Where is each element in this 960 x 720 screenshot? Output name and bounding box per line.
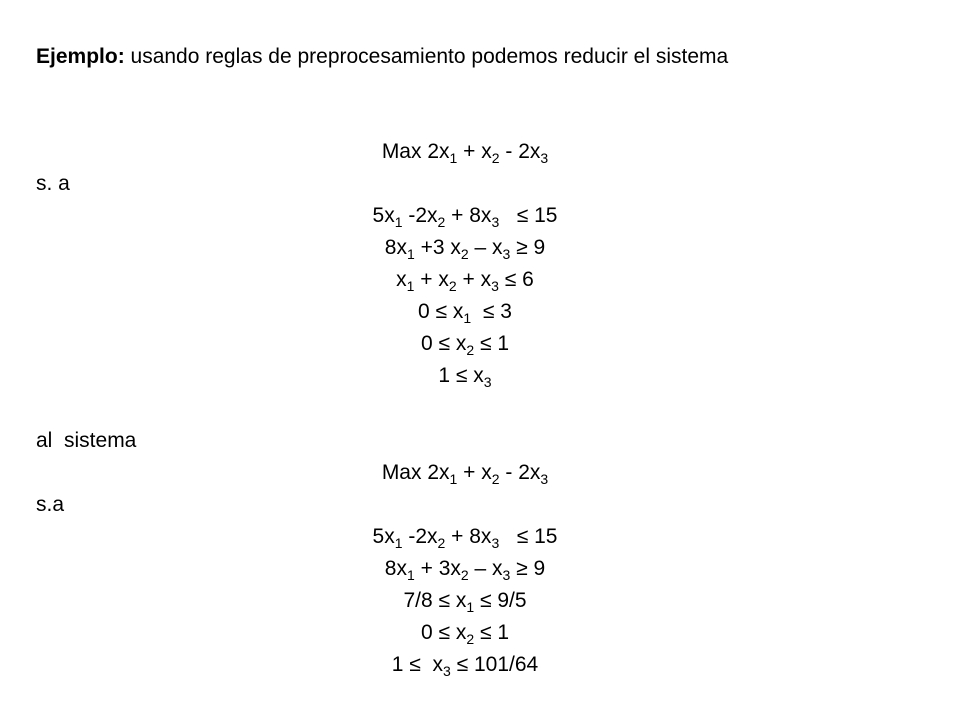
subscript-index: 3 bbox=[502, 567, 511, 583]
system1-constraint-1 bbox=[0, 204, 930, 228]
system1-constraint-2 bbox=[0, 236, 930, 260]
system2-constraint-2 bbox=[0, 557, 930, 581]
math-text: + x bbox=[414, 268, 449, 291]
subscript-index: 1 bbox=[394, 214, 403, 230]
math-text: 0 ≤ x bbox=[420, 621, 467, 644]
math-text: ≤ 1 bbox=[474, 332, 510, 355]
math-text: ≤ 15 bbox=[499, 204, 558, 227]
math-text: ≤ 15 bbox=[499, 525, 558, 548]
math-text: +3 x bbox=[414, 236, 461, 259]
subscript-index: 1 bbox=[463, 310, 472, 326]
math-text: 7/8 ≤ x bbox=[403, 589, 467, 612]
math-text: 5x bbox=[372, 525, 395, 548]
system2-sa-label: s.a bbox=[36, 493, 65, 516]
math-text: + x bbox=[457, 461, 492, 484]
subscript-index: 3 bbox=[502, 246, 511, 262]
math-text: Max 2x bbox=[381, 461, 450, 484]
transition-label: al sistema bbox=[36, 429, 137, 452]
system2-constraint-3 bbox=[0, 589, 930, 613]
subscript-index: 2 bbox=[437, 214, 446, 230]
math-text: – x bbox=[468, 557, 503, 580]
subscript-index: 2 bbox=[466, 631, 475, 647]
math-text: - 2x bbox=[499, 461, 541, 484]
subscript-index: 3 bbox=[491, 278, 499, 294]
math-text: + x bbox=[457, 140, 492, 163]
math-text: 0 ≤ x bbox=[418, 300, 464, 323]
subscript-index: 3 bbox=[491, 214, 500, 230]
subscript-index: 1 bbox=[449, 150, 458, 166]
math-text: + x bbox=[456, 268, 492, 291]
subscript-index: 2 bbox=[466, 342, 475, 358]
subscript-index: 1 bbox=[466, 599, 475, 615]
subscript-index: 3 bbox=[540, 471, 549, 487]
example-colon: : bbox=[117, 45, 125, 68]
system1-constraint-3 bbox=[0, 268, 930, 292]
system1-constraint-5 bbox=[0, 332, 930, 356]
math-text: Max 2x bbox=[381, 140, 450, 163]
intro-text: usando reglas de preprocesamiento podemos reducir el sistema bbox=[124, 45, 729, 68]
math-text: 0 ≤ x bbox=[420, 332, 467, 355]
math-text: 8x bbox=[384, 557, 407, 580]
math-text: 8x bbox=[384, 236, 407, 259]
system1-constraint-4 bbox=[0, 300, 930, 324]
subscript-index: 2 bbox=[460, 246, 469, 262]
math-text: + 8x bbox=[445, 525, 492, 548]
intro-paragraph bbox=[36, 44, 930, 69]
subscript-index: 1 bbox=[406, 278, 415, 294]
example-label: Ejemplo bbox=[36, 45, 118, 68]
subscript-index: 3 bbox=[540, 150, 549, 166]
math-text: ≤ 6 bbox=[498, 268, 534, 291]
system1-sa-label: s. a bbox=[36, 172, 70, 195]
subscript-index: 1 bbox=[406, 567, 415, 583]
subscript-index: 1 bbox=[394, 535, 403, 551]
math-text: ≥ 9 bbox=[510, 557, 546, 580]
subscript-index: 3 bbox=[442, 663, 451, 679]
subscript-index: 3 bbox=[483, 374, 492, 390]
system2-objective bbox=[0, 461, 930, 485]
subscript-index: 2 bbox=[491, 471, 500, 487]
math-text: -2x bbox=[402, 525, 438, 548]
system2-constraint-1 bbox=[0, 525, 930, 549]
subscript-index: 3 bbox=[491, 535, 500, 551]
system2-constraint-5 bbox=[0, 653, 930, 677]
math-text: – x bbox=[468, 236, 503, 259]
math-text: ≤ 9/5 bbox=[474, 589, 527, 612]
subscript-index: 1 bbox=[406, 246, 415, 262]
subscript-index: 2 bbox=[460, 567, 469, 583]
math-text: ≤ 1 bbox=[474, 621, 510, 644]
math-text: ≤ 101/64 bbox=[450, 653, 539, 676]
math-text: + 3x bbox=[414, 557, 461, 580]
subscript-index: 2 bbox=[491, 150, 500, 166]
system2-constraint-4 bbox=[0, 621, 930, 645]
subscript-index: 1 bbox=[449, 471, 458, 487]
math-text: + 8x bbox=[445, 204, 492, 227]
subscript-index: 2 bbox=[448, 278, 457, 294]
subscript-index: 2 bbox=[437, 535, 446, 551]
math-text: 1 ≤ x bbox=[391, 653, 443, 676]
math-text: x bbox=[396, 268, 407, 291]
math-text: - 2x bbox=[499, 140, 541, 163]
math-text: -2x bbox=[402, 204, 438, 227]
math-text: ≤ 3 bbox=[471, 300, 512, 323]
system1-constraint-6 bbox=[0, 364, 930, 388]
system1-objective bbox=[0, 140, 930, 164]
math-text: 1 ≤ x bbox=[438, 364, 484, 387]
math-text: ≥ 9 bbox=[510, 236, 546, 259]
math-text: 5x bbox=[372, 204, 395, 227]
